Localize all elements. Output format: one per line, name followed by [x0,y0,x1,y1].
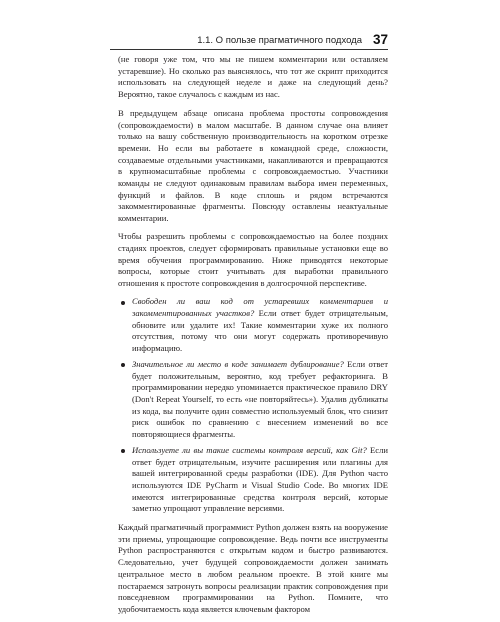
bullet-question: Используете ли вы такие системы контроля версий, как Git? [132,444,367,455]
page-body [118,54,388,622]
section-title: 1.1. О пользе прагматичного подхода [197,35,362,46]
page-number: 37 [372,32,388,47]
paragraph: Чтобы разрешить проблемы с сопровождаемостью на более поздних стадиях проектов, следует сформировать правильные установки еще во время обучения программированию. Ниже приводятся некоторые вопросы, которые стоит учитывать для выработки правильного отношения к простоте сопровождения в долгосрочной перспективе. [118,231,388,289]
bullet-icon [121,449,125,453]
bullet-list [118,296,388,515]
bullet-answer: Если ответ будет отрицательным, изучите расширения или плагины для вашей интегрированной среды разработки (IDE). Для Python часто используются IDE PyCharm и Visual Studio Code. Во многих IDE имеются интегрированные средства контроля версий, которые заметно упрощают управление версиями. [132,444,388,514]
bullet-item [118,296,388,355]
bullet-question: Значительное ли место в коде занимает дублирование? [132,358,344,369]
bullet-answer: Если ответ будет положительным, вероятно, код требует рефакторинга. В программировании нередко упоминается практическое правило DRY (Don't Repeat Yourself, то есть «не повторяйтесь»). Удалив дубликаты из кода, вы получите один совместно используемый блок, что снизит риск ошибок по сравнению с внесением изменений во все повторяющиеся фрагменты. [132,358,388,440]
bullet-icon [121,363,125,367]
bullet-icon [121,301,125,305]
bullet-answer: Если ответ будет отрицательным, обновите или удалите их! Такие комментарии хуже их полного отсутствия, потому что они могут содержать противоречивую информацию. [132,308,388,354]
paragraph: Каждый прагматичный программист Python должен взять на вооружение эти приемы, упрощающие сопровождение. Ведь почти все инструменты Python распространяются с открытым кодом и быстро развиваются. Следовательно, учет будущей сопровождаемости должен занимать центральное место в любом реальном проекте. В этой книге мы постараемся затронуть вопросы реализации практик сопровождения при повседневном программировании на Python. Помните, что удобочитаемость кода является ключевым фактором [118,522,388,614]
bullet-item [118,445,388,515]
bullet-question: Свободен ли ваш код от устаревших комментариев и закомментированных участков? [132,296,388,319]
paragraph: В предыдущем абзаце описана проблема простоты сопровождения (сопровождаемости) в малом масштабе. В данном случае она влияет только на вашу собственную производительность на коротком отрезке времени. Но если вы работаете в командной среде, сложности, создаваемые отдельными участниками, накапливаются и превращаются в крупномасштабные проблемы с сопровождаемостью. Участники команды не следуют одинаковым правилам выбора имен переменных, функций и файлов. В коде сплошь и рядом встречаются закомментированные фрагменты. Повсюду оставлены неактуальные комментарии. [118,107,388,224]
bullet-item [118,359,388,441]
paragraph: (не говоря уже том, что мы не пишем комментарии или оставляем устаревшие). Но сколько раз выяснялось, что тот же скрипт приходится использовать на следующей неделе и даже на следующий день? Вероятно, такое случалось с каждым из нас. [118,54,388,100]
running-header [110,33,388,50]
